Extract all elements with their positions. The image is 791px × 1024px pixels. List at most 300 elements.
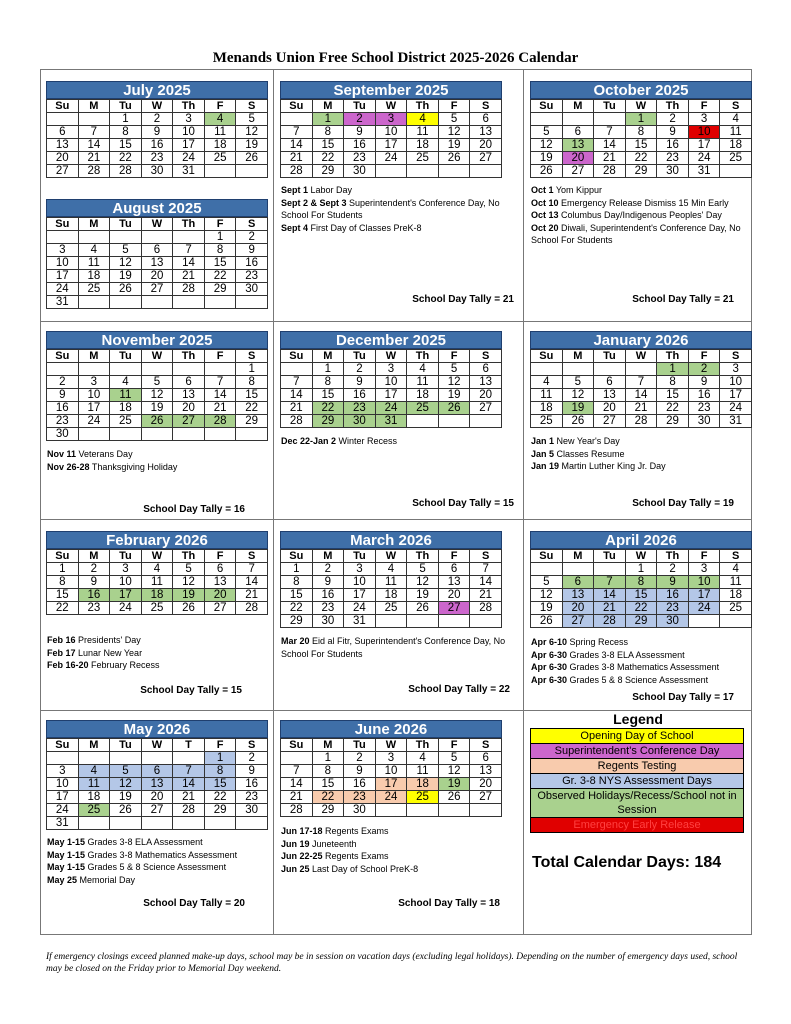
month-title: June 2026 [280,720,502,738]
note-text: February Recess [88,660,160,670]
day-cell: 17 [688,589,720,602]
tally-november: School Day Tally = 16 [143,504,245,515]
legend-item: Observed Holidays/Recess/School not in Session [530,789,744,818]
day-cell: 30 [344,165,376,178]
note-date: May 25 [47,874,78,885]
day-header: M [562,100,594,113]
day-cell: 4 [407,363,439,376]
day-cell: 15 [236,389,268,402]
tally-october: School Day Tally = 21 [632,294,734,305]
day-cell: 27 [173,415,205,428]
month-table [46,738,268,830]
day-cell: 18 [720,589,752,602]
day-cell: 13 [594,389,626,402]
day-cell: 1 [204,231,236,244]
day-cell: 7 [236,563,268,576]
note-line [281,435,513,448]
note-date: Dec 22-Jan 2 [281,436,337,446]
note-line [47,849,279,862]
day-cell: 28 [281,804,313,817]
day-cell: 11 [110,389,142,402]
day-cell: 6 [438,563,470,576]
note-line [47,647,279,660]
day-cell: 20 [562,602,594,615]
legend-item: Gr. 3-8 NYS Assessment Days [530,774,744,789]
day-cell [78,296,110,309]
day-cell: 5 [141,376,173,389]
day-cell: 29 [312,415,344,428]
day-cell [438,615,470,628]
day-cell: 13 [141,257,173,270]
day-cell: 28 [594,615,626,628]
note-date: Jan 5 [531,448,555,459]
day-cell: 22 [657,402,689,415]
month-february [46,531,268,615]
day-cell [110,296,142,309]
day-header: Tu [344,550,376,563]
day-cell [281,113,313,126]
day-cell [594,563,626,576]
note-text: Yom Kippur [553,185,603,195]
day-cell: 6 [204,563,236,576]
day-cell: 20 [141,270,173,283]
day-cell: 2 [312,563,344,576]
month-title: November 2025 [46,331,268,349]
day-header: Su [47,218,79,231]
day-cell: 11 [141,576,173,589]
day-cell [141,363,173,376]
day-cell: 5 [236,113,268,126]
note-date: Sept 4 [281,222,309,233]
day-cell: 31 [720,415,752,428]
day-header: W [375,739,407,752]
day-header: Th [407,350,439,363]
day-cell: 29 [204,804,236,817]
day-cell: 24 [78,415,110,428]
day-cell: 26 [562,415,594,428]
day-cell: 5 [438,113,470,126]
day-cell: 19 [173,589,205,602]
day-header: Su [281,350,313,363]
day-cell [78,752,110,765]
day-cell: 17 [78,402,110,415]
day-header: M [78,218,110,231]
day-cell: 22 [110,152,142,165]
day-cell: 3 [375,363,407,376]
day-cell: 12 [141,389,173,402]
day-cell: 16 [344,778,376,791]
note-date: May 1-15 [47,862,86,872]
day-cell: 12 [531,139,563,152]
day-cell [594,363,626,376]
day-cell: 19 [531,152,563,165]
note-text: Presidents' Day [75,635,141,645]
day-cell: 12 [438,376,470,389]
day-cell [173,752,205,765]
divider [41,519,751,520]
note-date: Feb 16-20 [47,660,89,670]
day-cell [141,296,173,309]
day-cell: 23 [344,791,376,804]
april-notes [531,636,763,686]
day-cell: 28 [173,283,205,296]
month-table [280,738,502,817]
day-cell: 7 [625,376,657,389]
note-date: Apr 6-10 [531,637,568,647]
month-title: March 2026 [280,531,502,549]
day-cell: 7 [594,126,626,139]
day-header: W [141,739,173,752]
day-cell: 14 [204,389,236,402]
tally-june: School Day Tally = 18 [398,898,500,909]
day-cell: 9 [657,126,689,139]
day-cell: 3 [720,363,752,376]
day-cell: 12 [438,765,470,778]
day-cell: 20 [470,139,502,152]
day-header: Tu [594,550,626,563]
day-cell: 2 [78,563,110,576]
day-cell: 7 [594,576,626,589]
day-cell: 27 [594,415,626,428]
day-cell: 15 [312,389,344,402]
month-november [46,331,268,441]
day-cell: 2 [141,113,173,126]
day-cell: 4 [720,113,752,126]
day-header: Su [47,100,79,113]
note-text: Emergency Release Dismiss 15 Min Early [558,197,729,208]
day-cell: 15 [47,589,79,602]
day-cell: 19 [562,402,594,415]
day-cell: 12 [531,589,563,602]
month-table [530,549,752,628]
day-cell: 24 [47,283,79,296]
may-notes [47,836,279,886]
day-header: Tu [110,218,142,231]
day-cell: 11 [407,126,439,139]
month-title: August 2025 [46,199,268,217]
day-cell: 15 [312,139,344,152]
day-cell: 30 [344,415,376,428]
day-cell: 16 [657,139,689,152]
day-cell: 2 [47,376,79,389]
note-text: First Day of Classes PreK-8 [308,222,422,233]
note-line [531,661,763,674]
day-header: S [236,739,268,752]
note-line [531,222,763,247]
note-date: Feb 16 [47,635,76,645]
note-date: Oct 13 [531,210,559,220]
note-text: Classes Resume [554,448,625,459]
day-header: Th [407,100,439,113]
day-cell: 8 [312,765,344,778]
day-cell: 29 [236,415,268,428]
day-cell [720,615,752,628]
day-cell [141,231,173,244]
note-line [531,448,763,461]
day-cell: 28 [470,602,502,615]
day-cell: 16 [312,589,344,602]
month-table [280,349,502,428]
day-cell: 17 [688,139,720,152]
day-cell: 16 [47,402,79,415]
day-cell: 27 [470,402,502,415]
day-cell: 23 [657,152,689,165]
day-header: S [236,100,268,113]
day-cell: 21 [281,402,313,415]
note-text: Regents Exams [322,826,389,836]
day-cell: 23 [78,602,110,615]
day-cell: 4 [720,563,752,576]
day-header: Tu [110,550,142,563]
day-cell: 31 [47,296,79,309]
note-text: Grades 3-8 Mathematics Assessment [567,662,720,672]
day-cell: 27 [204,602,236,615]
day-cell: 30 [657,165,689,178]
day-cell: 8 [625,576,657,589]
note-text: Juneteenth [309,838,357,849]
day-cell: 6 [562,126,594,139]
day-cell: 10 [720,376,752,389]
day-cell: 25 [720,602,752,615]
day-cell: 8 [281,576,313,589]
day-cell: 30 [688,415,720,428]
note-text: Memorial Day [77,874,136,885]
day-cell: 21 [281,791,313,804]
day-cell: 4 [407,113,439,126]
october-notes [531,184,763,247]
month-table [530,99,752,178]
day-cell: 28 [78,165,110,178]
month-september [280,81,502,178]
day-cell [78,363,110,376]
day-cell: 27 [562,615,594,628]
day-cell: 28 [236,602,268,615]
day-cell: 22 [312,402,344,415]
day-cell: 28 [281,165,313,178]
day-cell [407,415,439,428]
note-text: Grades 3-8 Mathematics Assessment [85,849,238,860]
day-cell: 9 [141,126,173,139]
day-cell: 18 [407,778,439,791]
day-cell: 5 [438,752,470,765]
day-cell: 17 [375,139,407,152]
day-header: M [78,350,110,363]
day-cell: 28 [281,415,313,428]
day-header: S [720,100,752,113]
day-cell [47,752,79,765]
day-cell: 1 [204,752,236,765]
day-cell: 29 [281,615,313,628]
day-header: S [236,350,268,363]
day-cell: 15 [625,139,657,152]
day-cell: 5 [531,576,563,589]
note-text: Lunar New Year [75,647,143,658]
day-cell: 10 [375,126,407,139]
day-cell: 12 [438,126,470,139]
month-august [46,199,268,309]
day-cell: 27 [141,804,173,817]
day-cell: 12 [407,576,439,589]
day-cell: 30 [657,615,689,628]
day-cell: 27 [47,165,79,178]
day-cell: 11 [407,765,439,778]
day-cell: 16 [688,389,720,402]
day-cell: 14 [281,778,313,791]
day-header: Tu [344,739,376,752]
note-line [281,850,513,863]
day-header: Th [173,550,205,563]
day-header: F [204,350,236,363]
january-notes [531,435,763,473]
day-cell: 13 [204,576,236,589]
day-header: F [688,100,720,113]
day-cell: 17 [344,589,376,602]
day-header: S [470,550,502,563]
june-notes [281,825,513,875]
day-header: Su [281,739,313,752]
day-cell: 14 [78,139,110,152]
day-cell: 5 [562,376,594,389]
day-cell: 26 [141,415,173,428]
day-cell: 11 [720,576,752,589]
day-header: Tu [344,350,376,363]
day-cell: 5 [173,563,205,576]
day-cell: 26 [438,402,470,415]
day-header: W [625,550,657,563]
day-cell [562,563,594,576]
day-cell [470,615,502,628]
day-cell: 11 [720,126,752,139]
day-header: M [312,350,344,363]
day-header: F [438,739,470,752]
day-cell: 14 [173,778,205,791]
february-notes [47,634,279,672]
day-cell: 2 [236,231,268,244]
day-cell: 4 [141,563,173,576]
legend [530,728,744,833]
note-date: Jun 19 [281,838,310,849]
day-cell: 7 [173,244,205,257]
day-cell: 17 [375,778,407,791]
day-cell: 22 [312,791,344,804]
day-cell: 1 [312,113,344,126]
day-cell: 21 [594,602,626,615]
day-cell: 12 [110,257,142,270]
note-text: Diwali, Superintendent's Conference Day, No School For Students [531,222,741,245]
note-date: Oct 1 [531,185,554,195]
day-cell: 25 [78,283,110,296]
day-cell: 30 [47,428,79,441]
day-cell: 15 [281,589,313,602]
legend-title: Legend [613,711,663,727]
note-line [281,635,513,660]
day-header: Th [657,350,689,363]
day-header: S [470,739,502,752]
day-cell [375,615,407,628]
day-cell: 6 [173,376,205,389]
month-title: October 2025 [530,81,752,99]
day-cell: 26 [531,165,563,178]
day-cell [110,817,142,830]
day-cell: 22 [625,152,657,165]
day-cell: 20 [204,589,236,602]
day-cell: 10 [173,126,205,139]
day-header: Tu [110,350,142,363]
day-cell: 17 [47,270,79,283]
day-cell: 17 [720,389,752,402]
day-cell: 3 [47,244,79,257]
note-text: Grades 3-8 ELA Assessment [85,837,203,847]
day-header: Su [281,100,313,113]
day-cell: 1 [625,563,657,576]
day-cell: 20 [47,152,79,165]
day-header: Tu [110,739,142,752]
note-line [531,460,763,473]
day-cell [47,113,79,126]
day-header: Th [173,100,205,113]
month-table [530,349,752,428]
day-cell: 3 [344,563,376,576]
day-cell: 10 [344,576,376,589]
day-cell: 6 [141,244,173,257]
day-header: Th [407,550,439,563]
note-line [47,874,279,887]
day-header: Th [173,218,205,231]
day-cell: 4 [531,376,563,389]
day-cell [110,752,142,765]
day-header: M [312,550,344,563]
day-cell: 9 [236,244,268,257]
day-cell: 25 [720,152,752,165]
note-date: Oct 10 [531,197,559,208]
day-cell [531,563,563,576]
day-cell: 29 [204,283,236,296]
day-cell [204,165,236,178]
day-header: W [375,550,407,563]
day-cell: 23 [236,270,268,283]
day-cell: 24 [720,402,752,415]
note-text: Grades 5 & 8 Science Assessment [567,674,709,685]
note-date: Jun 17-18 [281,826,323,836]
day-cell: 14 [173,257,205,270]
tally-may: School Day Tally = 20 [143,898,245,909]
day-cell: 5 [438,363,470,376]
day-header: F [438,550,470,563]
month-table [46,549,268,615]
day-cell [204,296,236,309]
day-cell: 24 [47,804,79,817]
day-cell: 27 [438,602,470,615]
day-cell: 24 [375,791,407,804]
note-line [47,448,279,461]
day-cell: 25 [141,602,173,615]
day-cell: 13 [173,389,205,402]
day-cell [173,363,205,376]
day-cell [47,363,79,376]
day-header: Tu [344,100,376,113]
month-december [280,331,502,428]
note-text: Last Day of School PreK-8 [309,863,419,874]
day-cell: 23 [236,791,268,804]
month-title: April 2026 [530,531,752,549]
note-date: Jun 25 [281,863,310,874]
divider [273,70,274,934]
day-cell: 2 [344,113,376,126]
note-date: May 1-15 [47,849,86,860]
day-cell: 23 [47,415,79,428]
day-cell: 13 [438,576,470,589]
day-header: W [375,350,407,363]
